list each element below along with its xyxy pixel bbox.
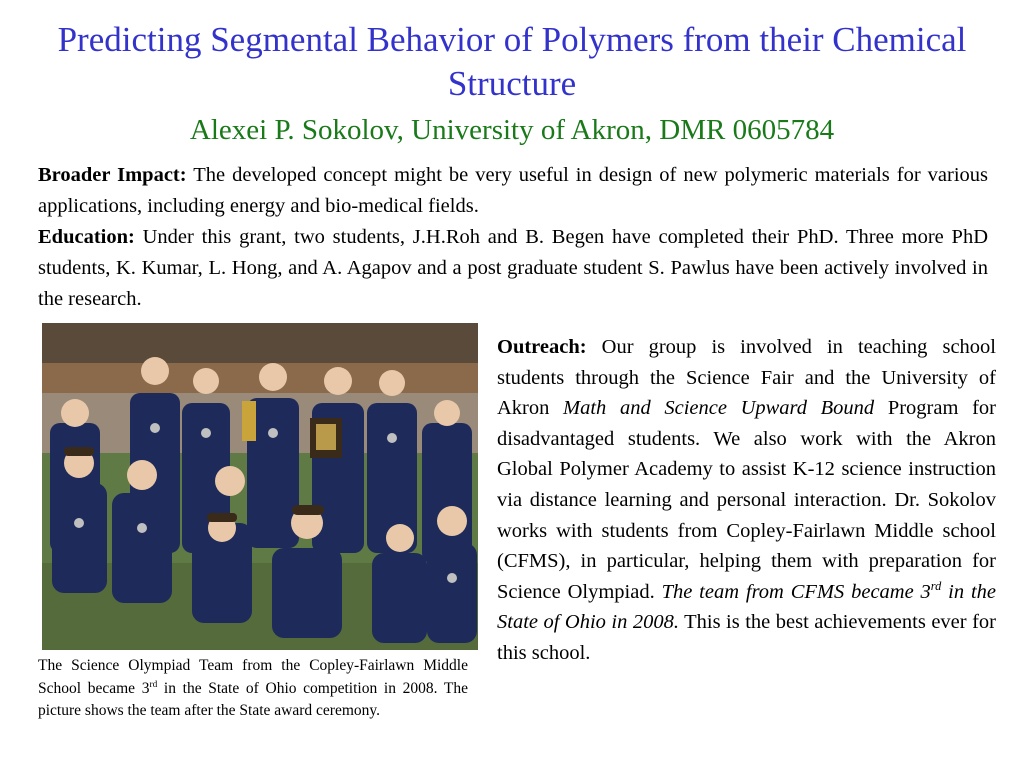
broader-impact-text: The developed concept might be very useful in design of new polymeric materials for various applications, including energy and bio-medical fields. (38, 164, 988, 217)
outreach-text-1: Our group is involved in teaching school students through the Science Fair and the University of Akron (497, 336, 996, 420)
education-label: Education: (38, 226, 135, 248)
photo-caption (38, 655, 468, 723)
outreach-text-2: Program for disadvantaged students. We also work with the Akron Global Polymer Academy to assist K-12 science instruction via distance learning and personal interaction. Dr. Sokolov works with students from Copley-Fairlawn Middle school (CFMS), in particular, helping them with preparation for Science Olympiad. (497, 397, 996, 603)
page-subtitle: Alexei P. Sokolov, University of Akron, DMR 0605784 (189, 114, 835, 146)
education-paragraph (38, 222, 988, 315)
outreach-label: Outreach: (497, 336, 587, 358)
outreach-text-3: This is the best achievements ever for this school. (497, 611, 996, 664)
top-text-block (38, 160, 988, 315)
team-photo (42, 323, 478, 650)
outreach-superscript: rd (930, 578, 942, 593)
caption-text-start: The Science Olympiad Team from the Copley-Fairlawn Middle School became 3 (38, 657, 468, 697)
education-text: Under this grant, two students, J.H.Roh and B. Begen have completed their PhD. Three more PhD students, K. Kumar, L. Hong, and A. Agapov and a post graduate student S. Pawlus have been actively involved in the research. (38, 226, 988, 310)
outreach-achievement-end: in the State of Ohio in 2008. (497, 580, 996, 634)
broader-impact-paragraph (38, 160, 988, 222)
caption-text-end: in the State of Ohio competition in 2008. The picture shows the team after the State award ceremony. (38, 679, 468, 719)
page-title: Predicting Segmental Behavior of Polymers from their Chemical Structure (57, 20, 967, 103)
outreach-paragraph (497, 332, 996, 669)
outreach-program-name: Math and Science Upward Bound (563, 397, 875, 420)
team-photo-icon (42, 323, 478, 650)
outreach-achievement-start: The team from CFMS became 3 (661, 580, 931, 603)
caption-superscript: rd (149, 679, 158, 690)
broader-impact-label: Broader Impact: (38, 164, 187, 186)
